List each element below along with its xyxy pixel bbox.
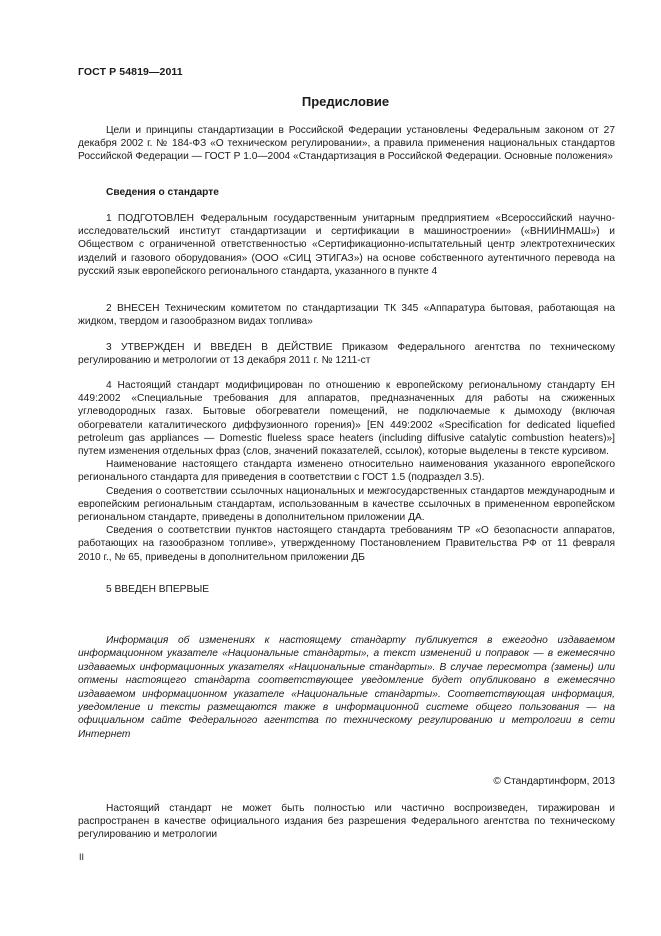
item-1-paragraph: 1 ПОДГОТОВЛЕН Федеральным государственным унитарным предприятием «Всероссийский научно-исследовательский институт стандартизации и сертификации в машиностроении» («ВНИИНМАШ») и Обществом с ограниченной ответственностью «Сертификационно-испытательный центр электротехнических изделий и газового оборудования» (ООО «СИЦ ЭТИГАЗ») на основе собственного аутентичного перевода на русский язык европейского регионального стандарта, указанного в пункте 4 bbox=[78, 213, 615, 277]
preface-title: Предисловие bbox=[301, 94, 390, 109]
copyright-line: © Стандартинформ, 2013 bbox=[493, 776, 615, 787]
item-4-block bbox=[78, 379, 615, 564]
reproduction-notice-block bbox=[78, 802, 615, 842]
info-notice-paragraph: Информация об изменениях к настоящему стандарту публикуется в ежегодно издаваемом информационном указателе «Национальные стандарты», а текст изменений и поправок — в ежемесячно издаваемых информационных указателях «Национальные стандарты». В случае пересмотра (замены) или отмены настоящего стандарта соответствующее уведомление будет опубликовано в ежемесячно издаваемом информационном указателе «Национальные стандарты». Соответствующая информация, уведомление и тексты размещаются также в информационной системе общего пользования — на официальном сайте Федерального агентства по техническому регулированию и метрологии в сети Интернет bbox=[78, 635, 615, 740]
standard-info-subhead: Сведения о стандарте bbox=[106, 187, 219, 198]
page-number: II bbox=[79, 852, 85, 862]
preface-intro-paragraph: Цели и принципы стандартизации в Российской Федерации установлены Федеральным законом от 27 декабря 2002 г. № 184-ФЗ «О техническом регулировании», а правила применения национальных стандартов Российской Федерации — ГОСТ Р 1.0—2004 «Стандартизация в Российской Федерации. Основные положения» bbox=[78, 125, 615, 163]
reproduction-notice-paragraph: Настоящий стандарт не может быть полностью или частично воспроизведен, тиражирован и распространен в качестве официального издания без разрешения Федерального агентства по техническому регулированию и метрологии bbox=[78, 803, 615, 841]
item-5-block bbox=[78, 583, 615, 596]
item-1-block bbox=[78, 212, 615, 278]
item-5-paragraph: 5 ВВЕДЕН ВПЕРВЫЕ bbox=[106, 584, 210, 595]
preface-intro-block bbox=[78, 124, 615, 164]
item-2-block bbox=[78, 302, 615, 328]
item-2-paragraph: 2 ВНЕСЕН Техническим комитетом по стандартизации ТК 345 «Аппаратура бытовая, работающая на жидком, твердом и газообразном видах топлива» bbox=[78, 303, 615, 328]
document-code-header: ГОСТ Р 54819—2011 bbox=[78, 66, 183, 78]
item-4-paragraph-2: Наименование настоящего стандарта изменено относительно наименования указанного европейского регионального стандарта для приведения в соответствии с ГОСТ 1.5 (подраздел 3.5). bbox=[78, 459, 615, 484]
item-3-block bbox=[78, 341, 615, 367]
info-notice-block bbox=[78, 634, 615, 741]
item-3-paragraph: 3 УТВЕРЖДЕН И ВВЕДЕН В ДЕЙСТВИЕ Приказом Федерального агентства по техническому регулированию и метрологии от 13 декабря 2011 г. № 1211-ст bbox=[78, 342, 615, 367]
item-4-paragraph-4: Сведения о соответствии пунктов настоящего стандарта требованиям ТР «О безопасности аппаратов, работающих на газообразном топливе», утвержденному Постановлением Правительства РФ от 11 февраля 2010 г., № 65, приведены в дополнительном приложении ДБ bbox=[78, 525, 615, 563]
item-4-paragraph-3: Сведения о соответствии ссылочных национальных и межгосударственных стандартов международным и европейским региональным стандартам, использованным в качестве ссылочных в примененном европейском региональном стандарте, приведены в дополнительном приложении ДА. bbox=[78, 485, 615, 524]
item-4-paragraph-1: 4 Настоящий стандарт модифицирован по отношению к европейскому региональному стандарту ЕН 449:2002 «Специальные требования для аппаратов, предназначенных для работы на сжиженных углеводородных газах. Бытовые обогреватели помещений, не подключаемые к дымоходу (включая обогреватели каталитического диффузионного горения)» [EN 449:2002 «Specification for dedicated liquefied petroleum gas appliances — Domestic flueless space heaters (including diffusive catalytic combustion heaters)»] путем изменения отдельных фраз (слов, значений показателей, ссылок), которые выделены в тексте курсивом. bbox=[78, 380, 615, 458]
